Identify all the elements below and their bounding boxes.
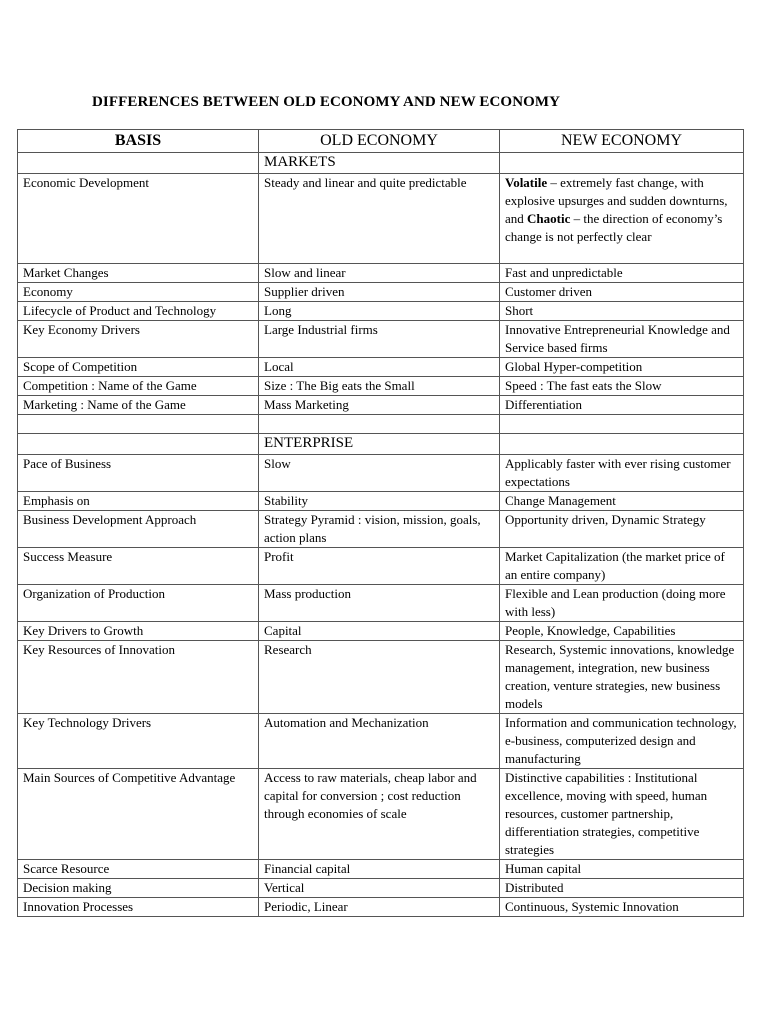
basis-cell: Key Drivers to Growth: [18, 622, 259, 641]
basis-cell: Business Development Approach: [18, 511, 259, 548]
old-economy-cell: Local: [259, 358, 500, 377]
basis-cell: Emphasis on: [18, 492, 259, 511]
new-economy-cell: Change Management: [500, 492, 744, 511]
old-economy-cell: Long: [259, 302, 500, 321]
old-economy-cell: Financial capital: [259, 860, 500, 879]
old-economy-cell: Slow and linear: [259, 264, 500, 283]
table-row: [18, 511, 744, 548]
section-title-enterprise: ENTERPRISE: [259, 434, 500, 455]
old-economy-cell: Vertical: [259, 879, 500, 898]
section-row-markets: [18, 153, 744, 174]
new-economy-cell: Customer driven: [500, 283, 744, 302]
old-economy-cell: Access to raw materials, cheap labor and capital for conversion ; cost reduction through economies of scale: [259, 769, 500, 860]
empty-cell: [500, 415, 744, 434]
column-header-new-economy: NEW ECONOMY: [500, 130, 744, 153]
table-row: [18, 264, 744, 283]
cell-text: – the direction of economy’s change is not perfectly clear: [505, 211, 723, 244]
new-economy-cell: Information and communication technology, e-business, computerized design and manufacturing: [500, 714, 744, 769]
table-row: [18, 396, 744, 415]
table-row: [18, 879, 744, 898]
basis-cell: Market Changes: [18, 264, 259, 283]
table-row: [18, 377, 744, 396]
new-economy-cell: Innovative Entrepreneurial Knowledge and Service based firms: [500, 321, 744, 358]
old-economy-cell: Strategy Pyramid : vision, mission, goals, action plans: [259, 511, 500, 548]
new-economy-cell: Distinctive capabilities : Institutional excellence, moving with speed, human resources, customer partnership, differentiation strategies, competitive strategies: [500, 769, 744, 860]
section-title-markets: MARKETS: [259, 153, 500, 174]
old-economy-cell: Research: [259, 641, 500, 714]
basis-cell: Scope of Competition: [18, 358, 259, 377]
table-row: [18, 641, 744, 714]
new-economy-cell: Human capital: [500, 860, 744, 879]
basis-cell: Success Measure: [18, 548, 259, 585]
basis-cell: Scarce Resource: [18, 860, 259, 879]
old-economy-cell: Slow: [259, 455, 500, 492]
new-economy-cell: Speed : The fast eats the Slow: [500, 377, 744, 396]
old-economy-cell: Steady and linear and quite predictable: [259, 174, 500, 264]
table-row: [18, 321, 744, 358]
basis-cell: Economy: [18, 283, 259, 302]
new-economy-cell: Fast and unpredictable: [500, 264, 744, 283]
section-spacer: [500, 434, 744, 455]
table-row: [18, 492, 744, 511]
old-economy-cell: Mass production: [259, 585, 500, 622]
new-economy-cell: Distributed: [500, 879, 744, 898]
basis-cell: Organization of Production: [18, 585, 259, 622]
basis-cell: Marketing : Name of the Game: [18, 396, 259, 415]
new-economy-cell: Flexible and Lean production (doing more with less): [500, 585, 744, 622]
table-row: [18, 548, 744, 585]
new-economy-cell: Continuous, Systemic Innovation: [500, 898, 744, 917]
basis-cell: Key Technology Drivers: [18, 714, 259, 769]
table-row: [18, 622, 744, 641]
basis-cell: Competition : Name of the Game: [18, 377, 259, 396]
section-spacer: [500, 153, 744, 174]
column-header-basis: BASIS: [18, 130, 259, 153]
table-row: [18, 585, 744, 622]
basis-cell: Key Resources of Innovation: [18, 641, 259, 714]
basis-cell: Innovation Processes: [18, 898, 259, 917]
table-row: [18, 898, 744, 917]
table-row: [18, 174, 744, 264]
new-economy-cell: Short: [500, 302, 744, 321]
table-row: [18, 714, 744, 769]
bold-term: Volatile: [505, 175, 548, 190]
cell-text: – extremely fast change, with explosive upsurges and sudden downturns, and: [505, 175, 728, 226]
old-economy-cell: Supplier driven: [259, 283, 500, 302]
old-economy-cell: Profit: [259, 548, 500, 585]
table-row: [18, 358, 744, 377]
old-economy-cell: Stability: [259, 492, 500, 511]
empty-cell: [259, 415, 500, 434]
new-economy-cell: Market Capitalization (the market price of an entire company): [500, 548, 744, 585]
new-economy-cell: Differentiation: [500, 396, 744, 415]
table-row: [18, 283, 744, 302]
bold-term: Chaotic: [527, 211, 571, 226]
old-economy-cell: Periodic, Linear: [259, 898, 500, 917]
basis-cell: Pace of Business: [18, 455, 259, 492]
old-economy-cell: Size : The Big eats the Small: [259, 377, 500, 396]
table-row: [18, 769, 744, 860]
column-header-old-economy: OLD ECONOMY: [259, 130, 500, 153]
new-economy-cell: Research, Systemic innovations, knowledge management, integration, new business creation, venture strategies, new business models: [500, 641, 744, 714]
basis-cell: Decision making: [18, 879, 259, 898]
document-title: DIFFERENCES BETWEEN OLD ECONOMY AND NEW ECONOMY: [92, 94, 561, 110]
basis-cell: Main Sources of Competitive Advantage: [18, 769, 259, 860]
header-row: [18, 130, 744, 153]
old-economy-cell: Capital: [259, 622, 500, 641]
basis-cell: Key Economy Drivers: [18, 321, 259, 358]
empty-cell: [18, 415, 259, 434]
basis-cell: Lifecycle of Product and Technology: [18, 302, 259, 321]
section-spacer: [18, 153, 259, 174]
basis-cell: Economic Development: [18, 174, 259, 264]
table-row: [18, 302, 744, 321]
new-economy-cell: People, Knowledge, Capabilities: [500, 622, 744, 641]
new-economy-cell: Opportunity driven, Dynamic Strategy: [500, 511, 744, 548]
new-economy-cell: Global Hyper-competition: [500, 358, 744, 377]
comparison-table: [17, 129, 744, 917]
table-row: [18, 860, 744, 879]
section-row-enterprise: [18, 434, 744, 455]
old-economy-cell: Large Industrial firms: [259, 321, 500, 358]
section-spacer: [18, 434, 259, 455]
table-row: [18, 455, 744, 492]
new-economy-cell: Applicably faster with ever rising customer expectations: [500, 455, 744, 492]
old-economy-cell: Automation and Mechanization: [259, 714, 500, 769]
old-economy-cell: Mass Marketing: [259, 396, 500, 415]
new-economy-cell: [500, 174, 744, 264]
empty-row: [18, 415, 744, 434]
